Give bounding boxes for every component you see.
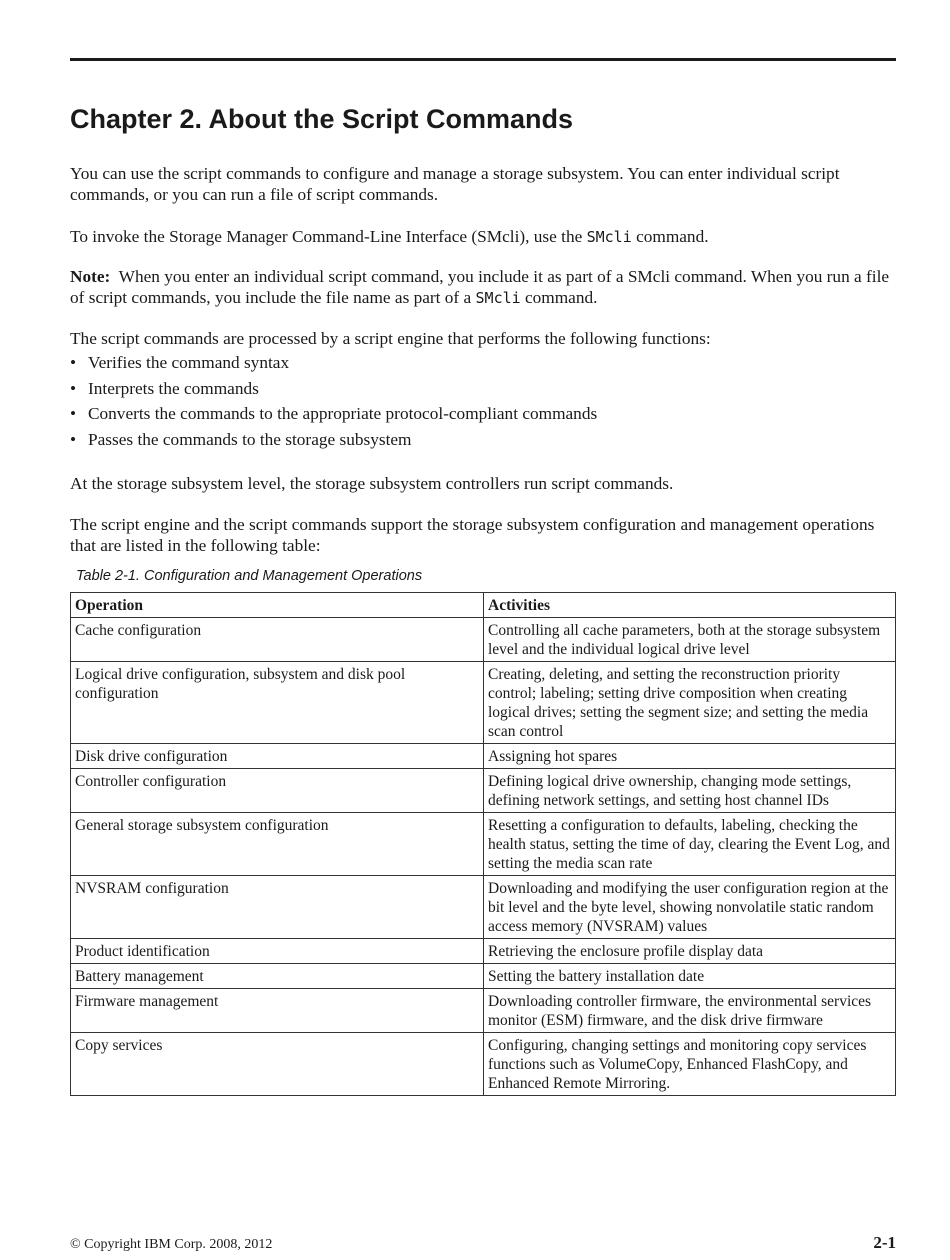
list-item: • Passes the commands to the storage subsystem (70, 429, 412, 449)
table-intro-paragraph: The script engine and the script commands support the storage subsystem configuration and management operations that are listed in the following table: (70, 515, 875, 555)
table-caption: Table 2-1. Configuration and Management Operations (76, 568, 423, 584)
invoke-text-after: command. (631, 227, 709, 246)
note-text-after: command. (520, 288, 598, 307)
activities-cell: Downloading controller firmware, the environmental services monitor (ESM) firmware, and the disk drive firmware (484, 989, 896, 1033)
operation-cell: Product identification (71, 939, 484, 964)
table-row (71, 964, 896, 989)
table-row (71, 662, 896, 744)
list-item: • Converts the commands to the appropriate protocol-compliant commands (70, 404, 598, 424)
operation-cell: NVSRAM configuration (71, 876, 484, 939)
operation-cell: Firmware management (71, 989, 484, 1033)
activities-cell: Retrieving the enclosure profile display data (484, 939, 896, 964)
bullet-icon: • (70, 353, 77, 372)
function-list (70, 352, 900, 454)
operation-cell: General storage subsystem configuration (71, 813, 484, 876)
activities-cell: Setting the battery installation date (484, 964, 896, 989)
table-row (71, 989, 896, 1033)
table-row (71, 813, 896, 876)
operation-cell: Disk drive configuration (71, 744, 484, 769)
chapter-title: Chapter 2. About the Script Commands (70, 104, 574, 134)
note-paragraph (70, 266, 900, 309)
intro-paragraph: You can use the script commands to configure and manage a storage subsystem. You can enter individual script commands, or you can run a file of script commands. (70, 164, 840, 204)
bullet-icon: • (70, 429, 77, 449)
activities-cell: Configuring, changing settings and monitoring copy services functions such as VolumeCopy, Enhanced FlashCopy, and Enhanced Remote Mirroring. (484, 1033, 896, 1096)
header-operation: Operation (71, 593, 484, 618)
bullet-icon: • (70, 404, 77, 424)
subsystem-level-paragraph: At the storage subsystem level, the storage subsystem controllers run script commands. (70, 474, 674, 493)
activities-cell: Controlling all cache parameters, both at the storage subsystem level and the individual logical drive level (484, 618, 896, 662)
bullet-icon: • (70, 378, 77, 398)
page-number: 2-1 (873, 1233, 896, 1252)
note-label: Note: (70, 267, 111, 286)
smcli-code-note: SMcli (475, 289, 521, 307)
note-text-before: When you enter an individual script command, you include it as part of a SMcli command. When you run a file of script commands, you include the file name as part of a (70, 267, 894, 307)
activities-cell: Defining logical drive ownership, changing mode settings, defining network settings, and setting host channel IDs (484, 769, 896, 813)
table-row (71, 1033, 896, 1096)
operation-cell: Battery management (71, 964, 484, 989)
smcli-code: SMcli (586, 228, 632, 246)
invoke-paragraph (70, 226, 900, 248)
invoke-text-before: To invoke the Storage Manager Command-Line Interface (SMcli), use the (70, 227, 587, 246)
list-item: • Verifies the command syntax (70, 353, 290, 372)
table-header-row (71, 593, 896, 618)
operation-cell: Copy services (71, 1033, 484, 1096)
operation-cell: Cache configuration (71, 618, 484, 662)
copyright-notice: © Copyright IBM Corp. 2008, 2012 (70, 1237, 273, 1252)
header-rule (70, 58, 896, 61)
table-row (71, 618, 896, 662)
table-row (71, 769, 896, 813)
operation-cell: Logical drive configuration, subsystem and disk pool configuration (71, 662, 484, 744)
table-row (71, 876, 896, 939)
activities-cell: Resetting a configuration to defaults, labeling, checking the health status, setting the time of day, clearing the Event Log, and setting the media scan rate (484, 813, 896, 876)
table-row (71, 744, 896, 769)
activities-cell: Assigning hot spares (484, 744, 896, 769)
engine-intro-paragraph: The script commands are processed by a script engine that performs the following functions: (70, 329, 711, 348)
operations-table (70, 592, 896, 1096)
operation-cell: Controller configuration (71, 769, 484, 813)
table-row (71, 939, 896, 964)
activities-cell: Creating, deleting, and setting the reconstruction priority control; labeling; setting drive composition when creating logical drives; setting the segment size; and setting the media scan control (484, 662, 896, 744)
list-item: • Interprets the commands (70, 378, 259, 398)
activities-cell: Downloading and modifying the user configuration region at the bit level and the byte level, showing nonvolatile static random access memory (NVSRAM) values (484, 876, 896, 939)
header-activities: Activities (484, 593, 896, 618)
